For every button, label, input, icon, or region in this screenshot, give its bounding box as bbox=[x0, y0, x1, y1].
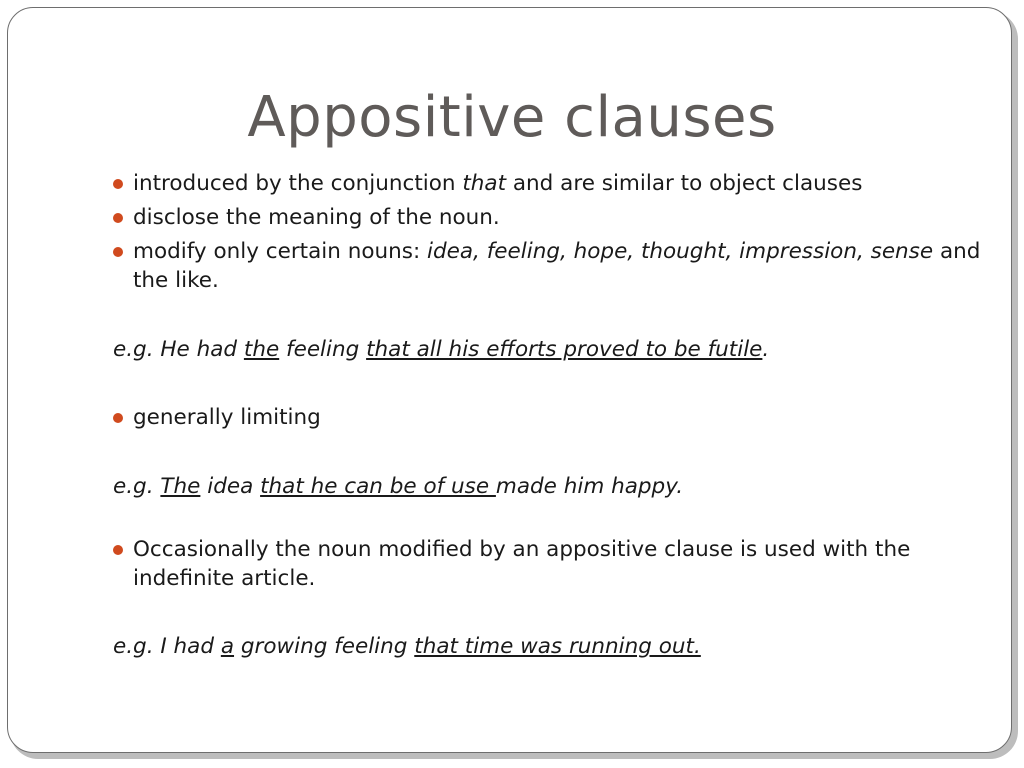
example-time: e.g. I had a growing feeling that time was running out. bbox=[113, 634, 701, 659]
example-idea: e.g. The idea that he can be of use made him happy. bbox=[113, 474, 684, 499]
bullet-text: Occasionally the noun modified by an appositive clause is used with the indefinite article. bbox=[133, 537, 911, 591]
example-futile: e.g. He had the feeling that all his efforts proved to be futile. bbox=[113, 337, 770, 362]
bullet-indefinite-article bbox=[113, 535, 983, 593]
bullet-limiting bbox=[113, 403, 983, 432]
bullet-dot-icon bbox=[113, 213, 123, 223]
bullet-meaning bbox=[113, 203, 983, 232]
bullet-conjunction bbox=[113, 169, 983, 198]
bullet-dot-icon bbox=[113, 247, 123, 257]
bullet-dot-icon bbox=[113, 545, 123, 555]
bullet-text: introduced by the conjunction that and are similar to object clauses bbox=[133, 171, 863, 196]
bullet-dot-icon bbox=[113, 413, 123, 423]
slide-title: Appositive clauses bbox=[247, 85, 777, 150]
bullet-text: disclose the meaning of the noun. bbox=[133, 205, 500, 230]
bullet-certain-nouns bbox=[113, 237, 983, 295]
bullet-text: generally limiting bbox=[133, 405, 321, 430]
bullet-dot-icon bbox=[113, 179, 123, 189]
bullet-text: modify only certain nouns: idea, feeling, hope, thought, impression, sense and the like. bbox=[133, 239, 981, 293]
